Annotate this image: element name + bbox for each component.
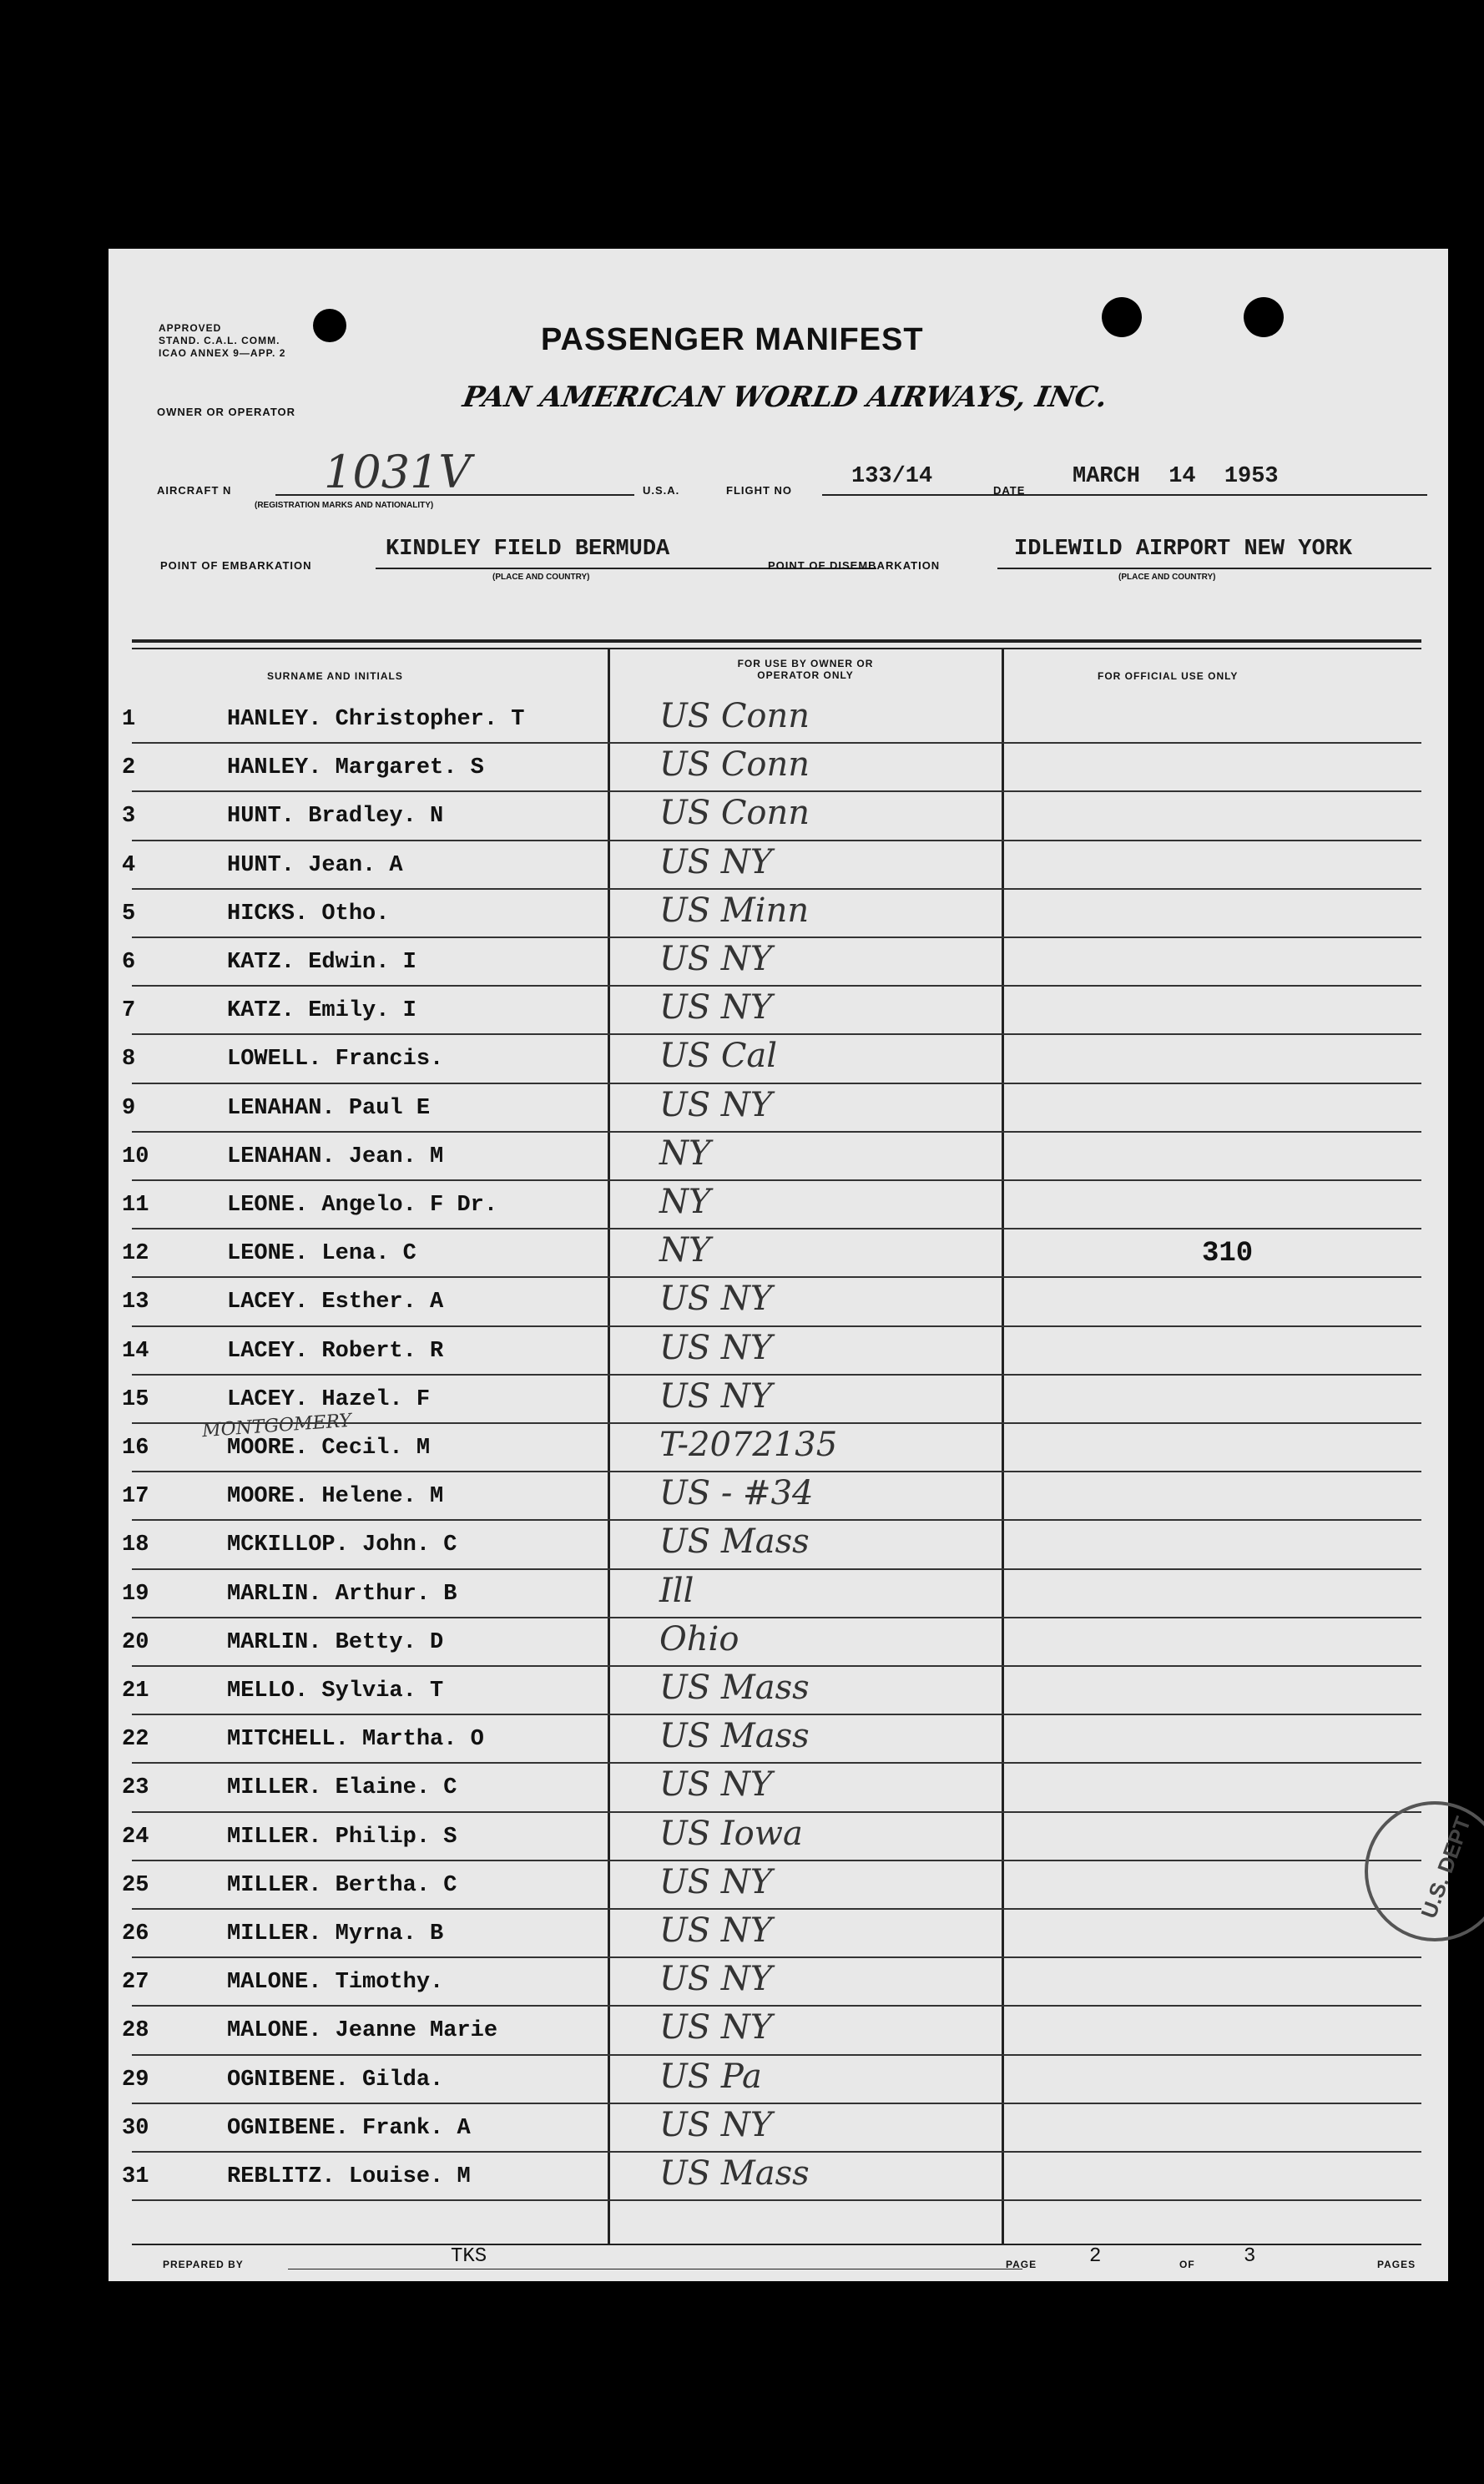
row-number: 12 (122, 1241, 149, 1267)
passenger-name: MOORE. Helene. M (227, 1484, 444, 1510)
punch-hole (1244, 297, 1284, 337)
flight-value: 133/14 (851, 464, 933, 489)
row-number: 27 (122, 1970, 149, 1996)
prepared-label: PREPARED BY (163, 2259, 244, 2270)
citizenship-residence: US Conn (659, 697, 810, 735)
citizenship-residence: Ill (659, 1571, 694, 1610)
passenger-name: HUNT. Bradley. N (227, 804, 444, 830)
passenger-row (109, 1618, 1448, 1667)
row-number: 6 (122, 950, 136, 975)
passenger-row (109, 1958, 1448, 2007)
passenger-row (109, 1472, 1448, 1521)
passenger-row (109, 792, 1448, 841)
manifest-sheet (109, 249, 1476, 2281)
of-label: OF (1179, 2259, 1195, 2270)
passenger-name: LOWELL. Francis. (227, 1047, 444, 1073)
citizenship-residence: US Conn (659, 794, 810, 833)
row-number: 11 (122, 1193, 149, 1218)
row-rule (132, 2199, 1421, 2201)
row-number: 1 (122, 707, 136, 732)
passenger-row (109, 2056, 1448, 2104)
row-number: 23 (122, 1775, 149, 1801)
citizenship-residence: US NY (659, 1960, 773, 1999)
passenger-name: MILLER. Elaine. C (227, 1775, 457, 1801)
row-number: 7 (122, 998, 136, 1024)
row-number: 19 (122, 1581, 149, 1607)
citizenship-residence: US NY (659, 1862, 773, 1901)
passenger-name: OGNIBENE. Frank. A (227, 2115, 471, 2141)
passenger-row (109, 1133, 1448, 1181)
passenger-name: MALONE. Timothy. (227, 1970, 444, 1996)
passenger-row (109, 938, 1448, 987)
citizenship-residence: US - #34 (659, 1474, 814, 1513)
row-number: 30 (122, 2115, 149, 2141)
embarkation-value: KINDLEY FIELD BERMUDA (386, 537, 670, 562)
page-label: PAGE (1006, 2259, 1037, 2270)
citizenship-residence: NY (659, 1183, 711, 1221)
row-number: 28 (122, 2018, 149, 2044)
col-official-use: FOR OFFICIAL USE ONLY (1098, 670, 1239, 682)
date-label: DATE (993, 484, 1026, 497)
row-number: 15 (122, 1386, 149, 1412)
row-number: 13 (122, 1290, 149, 1315)
passenger-row (109, 841, 1448, 890)
passenger-row (109, 695, 1448, 744)
official-note: 310 (1202, 1238, 1254, 1270)
passenger-row (109, 1521, 1448, 1569)
passenger-name: HUNT. Jean. A (227, 852, 403, 878)
aircraft-label: AIRCRAFT N (157, 484, 232, 497)
passenger-row (109, 1667, 1448, 1715)
citizenship-residence: US NY (659, 1765, 773, 1805)
citizenship-residence: NY (659, 1133, 711, 1173)
citizenship-residence: T-2072135 (659, 1426, 838, 1464)
page-title: PASSENGER MANIFEST (541, 322, 924, 357)
date-value: MARCH 14 1953 (1073, 464, 1279, 489)
passenger-row (109, 1813, 1448, 1861)
row-number: 25 (122, 1872, 149, 1898)
passenger-name: LEONE. Lena. C (227, 1241, 416, 1267)
passenger-name: LENAHAN. Jean. M (227, 1144, 444, 1169)
passenger-row (109, 2007, 1448, 2055)
passenger-row (109, 1229, 1448, 1278)
citizenship-residence: US NY (659, 1911, 773, 1950)
citizenship-residence: US Mass (659, 2154, 810, 2193)
disembarkation-value: IDLEWILD AIRPORT NEW YORK (1014, 537, 1353, 562)
punch-hole (313, 309, 346, 342)
citizenship-residence: US NY (659, 1085, 773, 1124)
citizenship-residence: Ohio (659, 1619, 739, 1659)
pages-value: 3 (1244, 2245, 1256, 2268)
passenger-name: MALONE. Jeanne Marie (227, 2018, 498, 2044)
passenger-name: MILLER. Bertha. C (227, 1872, 457, 1898)
passenger-name: HANLEY. Margaret. S (227, 755, 484, 781)
passenger-name: LACEY. Esther. A (227, 1290, 444, 1315)
passenger-row (109, 2104, 1448, 2153)
citizenship-residence: US Mass (659, 1717, 810, 1756)
citizenship-residence: NY (659, 1231, 711, 1270)
passenger-name: MOORE. Cecil. M (227, 1436, 431, 1461)
registration-caption: (REGISTRATION MARKS AND NATIONALITY) (255, 501, 434, 510)
citizenship-residence: US NY (659, 1328, 773, 1367)
passenger-name: REBLITZ. Louise. M (227, 2164, 471, 2189)
flight-label: FLIGHT NO (726, 484, 793, 497)
citizenship-residence: US Mass (659, 1522, 810, 1562)
row-number: 10 (122, 1144, 149, 1169)
passenger-row (109, 2153, 1448, 2201)
citizenship-residence: US Cal (659, 1037, 778, 1076)
citizenship-residence: US Pa (659, 2057, 762, 2096)
embark-place-caption: (PLACE AND COUNTRY) (492, 573, 590, 582)
embarkation-label: POINT OF EMBARKATION (160, 559, 312, 572)
row-number: 20 (122, 1629, 149, 1655)
citizenship-residence: US Conn (659, 745, 810, 785)
citizenship-residence: US NY (659, 940, 773, 978)
row-number: 24 (122, 1824, 149, 1850)
passenger-name: KATZ. Edwin. I (227, 950, 416, 975)
citizenship-residence: US Minn (659, 891, 810, 930)
row-number: 3 (122, 804, 136, 830)
owner-label: OWNER OR OPERATOR (157, 406, 296, 418)
row-number: 31 (122, 2164, 149, 2189)
passenger-name: HICKS. Otho. (227, 901, 390, 926)
passenger-name: KATZ. Emily. I (227, 998, 416, 1024)
punch-hole (1102, 297, 1142, 337)
row-number: 2 (122, 755, 136, 781)
passenger-row (109, 744, 1448, 792)
airline-name: PAN AMERICAN WORLD AIRWAYS, INC. (460, 381, 1110, 414)
citizenship-residence: US NY (659, 1376, 773, 1416)
passenger-name: LACEY. Hazel. F (227, 1386, 431, 1412)
passenger-row (109, 1715, 1448, 1764)
passenger-row (109, 1570, 1448, 1618)
passenger-row (109, 1861, 1448, 1910)
row-number: 17 (122, 1484, 149, 1510)
disembarkation-label: POINT OF DISEMBARKATION (768, 559, 941, 572)
passenger-name: LACEY. Robert. R (227, 1338, 444, 1364)
passenger-row (109, 987, 1448, 1035)
row-number: 16 (122, 1436, 149, 1461)
passenger-name: MITCHELL. Martha. O (227, 1727, 484, 1753)
passenger-name: MELLO. Sylvia. T (227, 1679, 444, 1704)
row-number: 8 (122, 1047, 136, 1073)
aircraft-value: 1031V (324, 446, 472, 498)
passenger-name: MCKILLOP. John. C (227, 1532, 457, 1558)
passenger-name: HANLEY. Christopher. T (227, 707, 525, 732)
pages-label: PAGES (1377, 2259, 1416, 2270)
citizenship-residence: US Mass (659, 1669, 810, 1707)
passenger-name: MILLER. Myrna. B (227, 1921, 444, 1946)
citizenship-residence: US NY (659, 1280, 773, 1319)
row-number: 14 (122, 1338, 149, 1364)
passenger-name: MARLIN. Arthur. B (227, 1581, 457, 1607)
row-number: 22 (122, 1727, 149, 1753)
passenger-row (109, 1035, 1448, 1083)
usa-label: U.S.A. (643, 484, 680, 497)
row-number: 21 (122, 1679, 149, 1704)
passenger-name: MARLIN. Betty. D (227, 1629, 444, 1655)
row-number: 9 (122, 1095, 136, 1121)
dept-stamp: U.S. DEPT (1365, 1801, 1484, 1941)
row-number: 29 (122, 2067, 149, 2093)
citizenship-residence: US Iowa (659, 1814, 803, 1853)
passenger-row (109, 1764, 1448, 1812)
passenger-row (109, 1084, 1448, 1133)
passenger-name: LEONE. Angelo. F Dr. (227, 1193, 498, 1218)
citizenship-residence: US NY (659, 2008, 773, 2047)
col-owner-use: FOR USE BY OWNER OR OPERATOR ONLY (737, 658, 874, 681)
prepared-value: TKS (451, 2245, 487, 2268)
page-value: 2 (1089, 2245, 1102, 2268)
passenger-row (109, 1181, 1448, 1229)
passenger-name: MILLER. Philip. S (227, 1824, 457, 1850)
disembark-place-caption: (PLACE AND COUNTRY) (1118, 573, 1216, 582)
row-number: 5 (122, 901, 136, 926)
row-number: 4 (122, 852, 136, 878)
passenger-row (109, 1278, 1448, 1326)
citizenship-residence: US NY (659, 2105, 773, 2144)
row-number: 26 (122, 1921, 149, 1946)
passenger-row (109, 1910, 1448, 1958)
passenger-row (109, 1327, 1448, 1376)
passenger-row (109, 890, 1448, 938)
citizenship-residence: US NY (659, 842, 773, 881)
col-surname: SURNAME AND INITIALS (267, 670, 403, 682)
passenger-name: OGNIBENE. Gilda. (227, 2067, 444, 2093)
passenger-name: LENAHAN. Paul E (227, 1095, 431, 1121)
citizenship-residence: US NY (659, 988, 773, 1027)
handwritten-note: MONTGOMERY (201, 1410, 352, 1442)
approval-note: APPROVED STAND. C.A.L. COMM. ICAO ANNEX 9—APP. 2 (159, 322, 286, 359)
row-number: 18 (122, 1532, 149, 1558)
